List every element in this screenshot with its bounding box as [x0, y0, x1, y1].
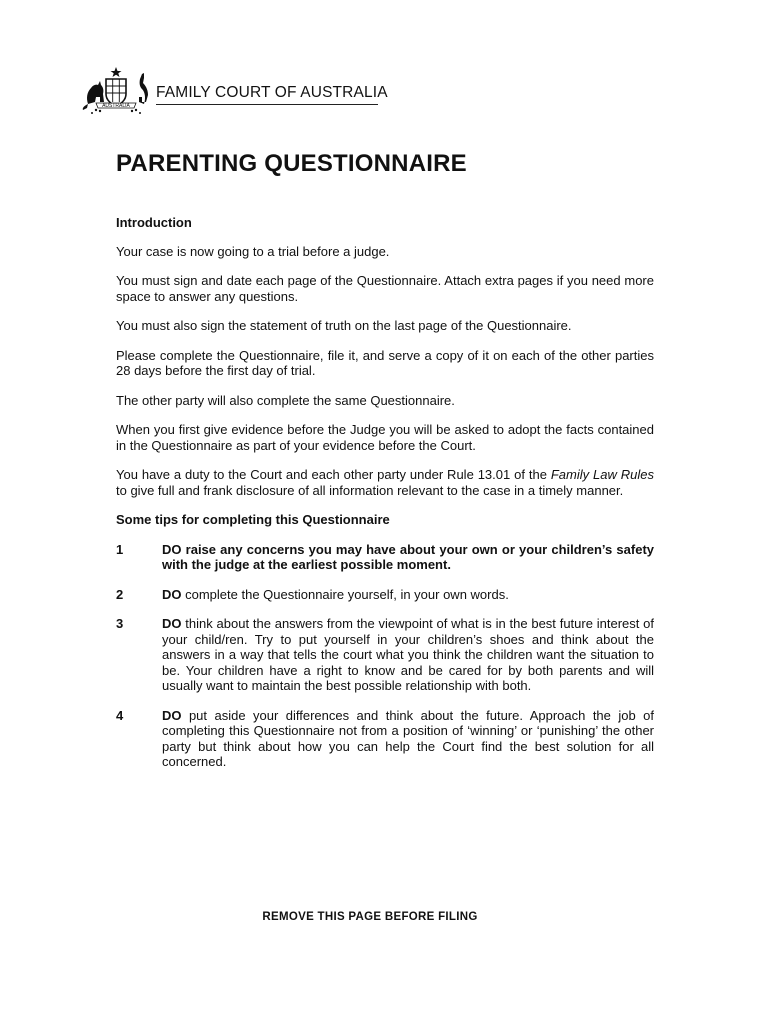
tip-text	[162, 708, 654, 770]
tip-item	[116, 616, 654, 694]
tip-body: complete the Questionnaire yourself, in your own words.	[181, 586, 509, 602]
tip-number: 4	[116, 707, 124, 723]
intro-paragraph-7-start: You have a duty to the Court and each other party under Rule 13.01 of the	[116, 467, 551, 482]
footer-note: REMOVE THIS PAGE BEFORE FILING	[262, 911, 478, 923]
tip-emphasis: DO	[162, 707, 182, 723]
tip-body: think about the answers from the viewpoint of what is in the best future interest of your child/ren. Try to put yourself in your children’s shoes and think about the answers in a way that tells the court what you think the children want the situation to be. Your children have a right to know and be cared for by both parents and will usually want to maintain the best possible relationship with both.	[162, 616, 654, 693]
tips-heading: Some tips for completing this Questionnaire	[116, 512, 390, 527]
court-logo	[82, 64, 388, 122]
court-name-underline	[156, 104, 378, 105]
intro-paragraph-6: When you first give evidence before the Judge you will be asked to adopt the facts contained in the Questionnaire as part of your evidence before the Court.	[116, 422, 654, 453]
tip-item	[116, 542, 654, 573]
tip-text	[162, 587, 654, 603]
intro-paragraph-1: Your case is now going to a trial before a judge.	[116, 243, 390, 259]
tip-emphasis: DO raise any concerns you may have about your own or your children’s safety with the judge at the earliest possible moment.	[162, 541, 654, 572]
rules-title: Family Law Rules	[550, 467, 654, 482]
document-body	[116, 215, 654, 784]
tip-item	[116, 587, 654, 603]
intro-paragraph-7	[116, 467, 654, 498]
crest-scroll-text: AUSTRALIA	[102, 103, 130, 109]
tip-number: 3	[116, 616, 124, 631]
tip-emphasis: DO	[162, 616, 182, 631]
intro-paragraph-3: You must also sign the statement of truth on the last page of the Questionnaire.	[116, 318, 572, 333]
tip-text	[162, 542, 654, 573]
tip-item	[116, 708, 654, 770]
page-title: PARENTING QUESTIONNAIRE	[116, 150, 467, 177]
court-name: FAMILY COURT OF AUSTRALIA	[156, 84, 388, 101]
coat-of-arms-icon	[82, 64, 156, 118]
introduction-heading: Introduction	[116, 215, 192, 230]
tip-number: 2	[116, 586, 124, 602]
tip-emphasis: DO	[162, 586, 182, 602]
intro-paragraph-4: Please complete the Questionnaire, file it, and serve a copy of it on each of the other parties 28 days before the first day of trial.	[116, 347, 654, 378]
intro-paragraph-2: You must sign and date each page of the Questionnaire. Attach extra pages if you need more space to answer any questions.	[116, 273, 654, 304]
tip-text	[162, 616, 654, 694]
tip-body: put aside your differences and think about the future. Approach the job of completing this Questionnaire not from a position of ‘winning’ or ‘punishing’ the other party but think about how you can help the Court find the best solution for all concerned.	[162, 707, 654, 769]
intro-paragraph-5: The other party will also complete the same Questionnaire.	[116, 392, 455, 408]
intro-paragraph-7-end: to give full and frank disclosure of all information relevant to the case in a timely manner.	[116, 482, 624, 498]
tip-number: 1	[116, 541, 124, 557]
